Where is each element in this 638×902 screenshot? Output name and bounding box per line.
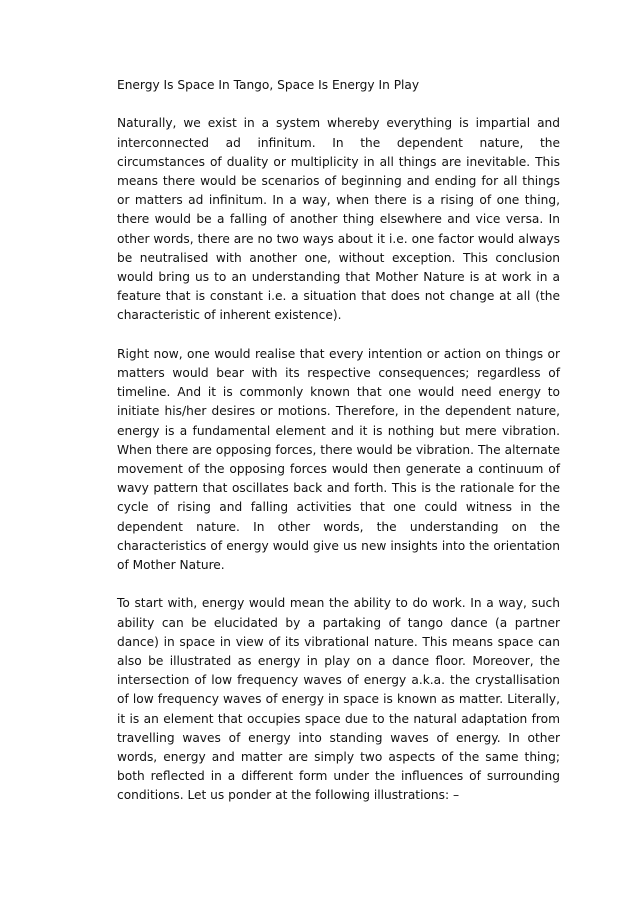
document-body — [117, 76, 560, 806]
page-title: Energy Is Space In Tango, Space Is Energy In Play — [117, 78, 420, 92]
paragraph: Naturally, we exist in a system whereby everything is impartial and interconnected ad infinitum. In the dependent nature, the circumstances of duality or multiplicity in all things are inevitable. This means there would be scenarios of beginning and ending for all things or matters ad infinitum. In a way, when there is a rising of one thing, there would be a falling of another thing elsewhere and vice versa. In other words, there are no two ways about it i.e. one factor would always be neutralised with another one, without exception. This conclusion would bring us to an understanding that Mother Nature is at work in a feature that is constant i.e. a situation that does not change at all (the characteristic of inherent existence). — [117, 116, 560, 323]
paragraph: Right now, one would realise that every intention or action on things or matters would bear with its respective consequences; regardless of timeline. And it is commonly known that one would need energy to initiate his/her desires or motions. Therefore, in the dependent nature, energy is a fundamental element and it is nothing but mere vibration. When there are opposing forces, there would be vibration. The alternate movement of the opposing forces would then generate a continuum of wavy pattern that oscillates back and forth. This is the rationale for the cycle of rising and falling activities that one could witness in the dependent nature. In other words, the understanding on the characteristics of energy would give us new insights into the orientation of Mother Nature. — [117, 346, 560, 573]
paragraph: To start with, energy would mean the ability to do work. In a way, such ability can be elucidated by a partaking of tango dance (a partner dance) in space in view of its vibrational nature. This means space can also be illustrated as energy in play on a dance floor. Moreover, the intersection of low frequency waves of energy a.k.a. the crystallisation of low frequency waves of energy in space is known as matter. Literally, it is an element that occupies space due to the natural adaptation from travelling waves of energy into standing waves of energy. In other words, energy and matter are simply two aspects of the same thing; both reflected in a different form under the influences of surrounding conditions. Let us ponder at the following illustrations: – — [117, 596, 560, 803]
